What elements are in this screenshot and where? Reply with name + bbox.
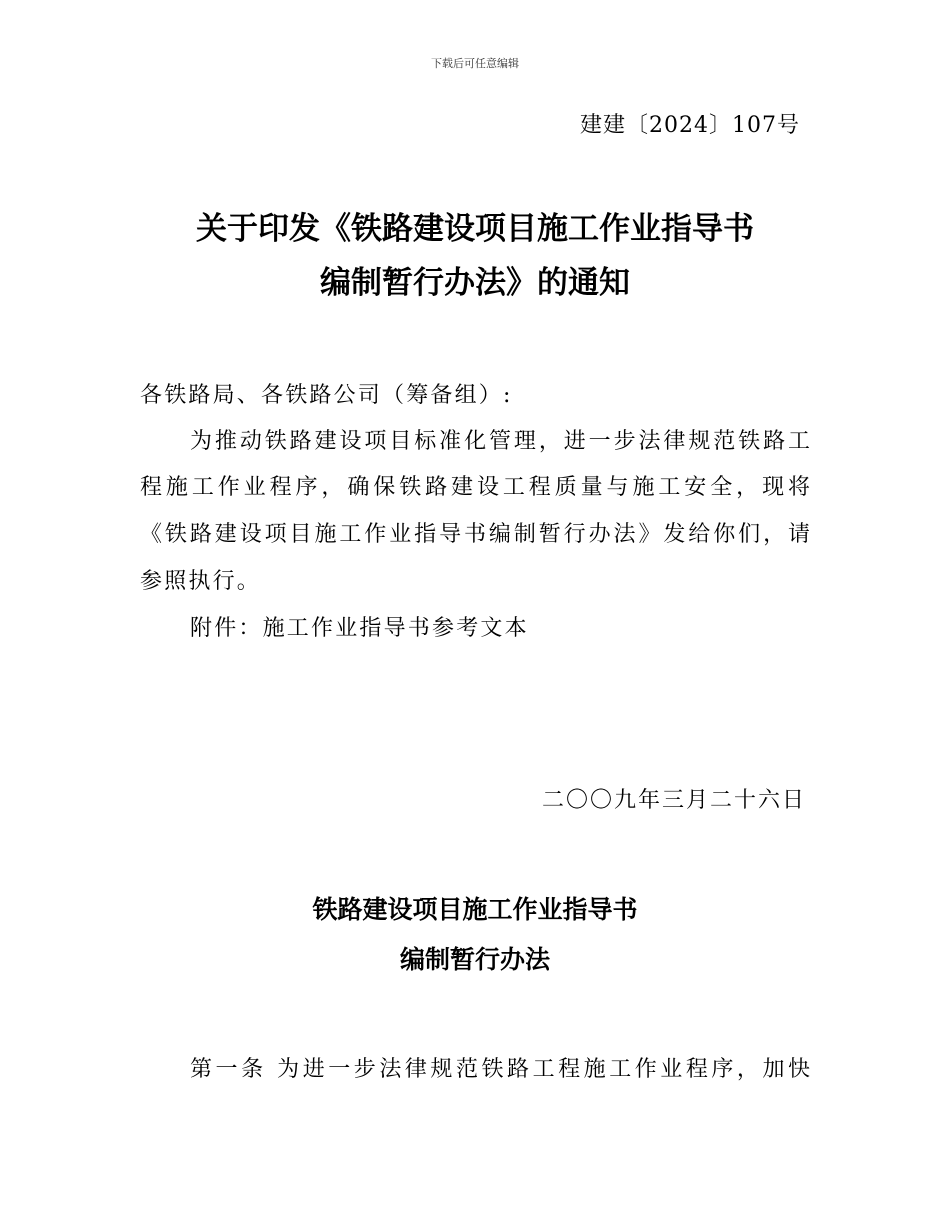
salutation: 各铁路局、各铁路公司（筹备组）: (140, 383, 513, 408)
article-1-line: 第一条 为进一步法律规范铁路工程施工作业程序，加快 (190, 1057, 810, 1082)
attachment-line: 附件：施工作业指导书参考文本 (190, 616, 529, 641)
issue-date: 二〇〇九年三月二十六日 (541, 788, 806, 813)
subtitle-line-1: 铁路建设项目施工作业指导书 (312, 895, 638, 924)
header-note: 下载后可任意编辑 (431, 57, 519, 70)
paragraph-line-2: 程施工作业程序，确保铁路建设工程质量与施工安全，现将 (140, 475, 810, 500)
document-title-line-1: 关于印发《铁路建设项目施工作业指导书 (196, 211, 754, 247)
paragraph-line-3: 《铁路建设项目施工作业指导书编制暂行办法》发给你们，请 (140, 522, 810, 547)
subtitle-line-2: 编制暂行办法 (399, 945, 550, 974)
document-number: 建建〔2024〕107号 (580, 113, 800, 138)
paragraph-line-1: 为推动铁路建设项目标准化管理，进一步法律规范铁路工 (190, 429, 810, 454)
document-title-line-2: 编制暂行办法》的通知 (320, 265, 630, 301)
paragraph-line-4: 参照执行。 (140, 569, 262, 594)
